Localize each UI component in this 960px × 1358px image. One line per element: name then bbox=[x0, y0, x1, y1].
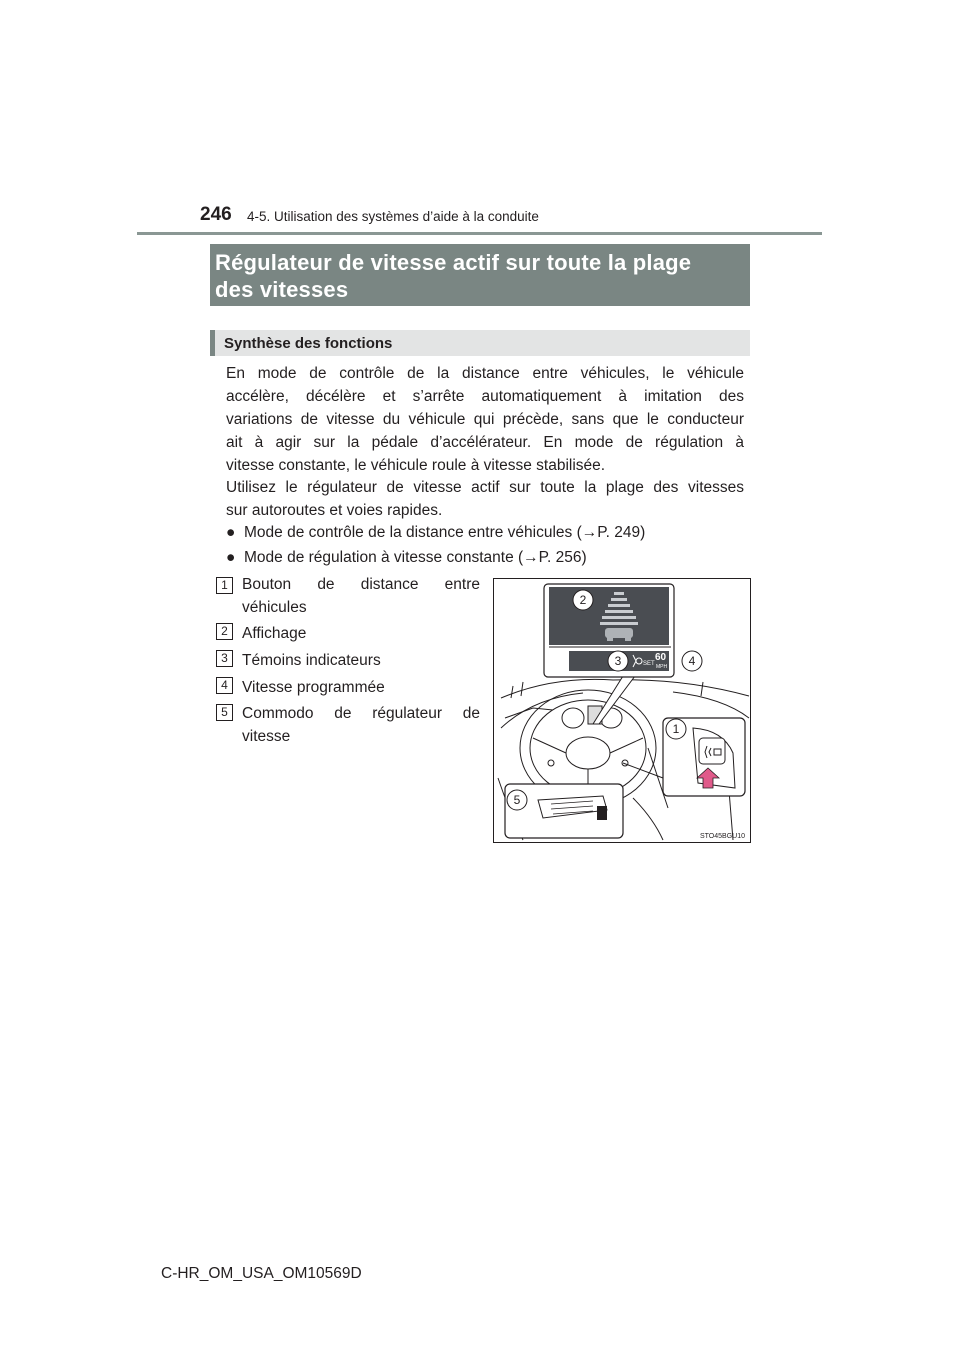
bullet-item bbox=[226, 521, 645, 544]
legend-line: véhicules bbox=[242, 599, 307, 616]
document-code: C-HR_OM_USA_OM10569D bbox=[161, 1265, 362, 1282]
legend-line: vitesse bbox=[242, 728, 291, 745]
callout-number: 2 bbox=[579, 593, 587, 607]
legend-item bbox=[242, 676, 480, 699]
legend-item bbox=[242, 622, 480, 645]
paragraph-2 bbox=[226, 476, 744, 522]
legend-number: 4 bbox=[216, 677, 233, 694]
title-band bbox=[210, 244, 750, 306]
subheading: Synthèse des fonctions bbox=[224, 335, 393, 352]
display-set-label: SET bbox=[643, 661, 655, 667]
page-title bbox=[215, 249, 745, 303]
figure-code: STO45BGU10 bbox=[699, 833, 745, 840]
bullet-dot-icon: ● bbox=[226, 549, 236, 566]
title-line-2: des vitesses bbox=[215, 277, 349, 302]
callout-number: 4 bbox=[688, 654, 696, 668]
paragraph-line: Utilisez le régulateur de vitesse actif sur toute la plage des vitesses bbox=[226, 479, 744, 496]
paragraph-line: sur autoroutes et voies rapides. bbox=[226, 502, 443, 519]
legend-line: Bouton de distance entre bbox=[242, 576, 480, 593]
legend-line: Vitesse programmée bbox=[242, 679, 385, 696]
paragraph-line: ait à agir sur la pédale d’accélérateur. En mode de régulation à bbox=[226, 434, 744, 451]
legend-item bbox=[242, 649, 480, 672]
bullet-text: Mode de régulation à vitesse constante (→P. 256) bbox=[244, 549, 587, 566]
paragraph-1 bbox=[226, 362, 744, 477]
bullet-item bbox=[226, 546, 587, 569]
subheading-band bbox=[210, 330, 750, 356]
header-rule bbox=[137, 232, 822, 235]
legend-item bbox=[242, 573, 480, 619]
paragraph-line: vitesse constante, le véhicule roule à vitesse stabilisée. bbox=[226, 457, 606, 474]
callout-number: 3 bbox=[614, 654, 622, 668]
callout-number: 1 bbox=[672, 722, 680, 736]
subheading-bar bbox=[210, 330, 215, 356]
bullet-text: Mode de contrôle de la distance entre véhicules (→P. 249) bbox=[244, 524, 646, 541]
callout-number: 5 bbox=[513, 793, 521, 807]
legend-line: Affichage bbox=[242, 625, 307, 642]
title-line-1: Régulateur de vitesse actif sur toute la plage bbox=[215, 250, 692, 275]
legend-number: 5 bbox=[216, 704, 233, 721]
paragraph-line: variations de vitesse du véhicule qui précède, sans que le conducteur bbox=[226, 411, 744, 428]
section-header: 4-5. Utilisation des systèmes d’aide à la conduite bbox=[247, 209, 539, 224]
legend-number: 1 bbox=[216, 577, 233, 594]
legend-line: Témoins indicateurs bbox=[242, 652, 381, 669]
page-number: 246 bbox=[200, 204, 232, 225]
cruise-control-illustration bbox=[493, 578, 751, 843]
legend-number: 2 bbox=[216, 623, 233, 640]
display-speed: 60 bbox=[655, 652, 667, 663]
paragraph-line: En mode de contrôle de la distance entre véhicules, le véhicule bbox=[226, 365, 744, 382]
bullet-dot-icon: ● bbox=[226, 524, 236, 541]
legend-line: Commodo de régulateur de bbox=[242, 705, 480, 722]
paragraph-line: accélère, décélère et s’arrête automatiquement à imitation des bbox=[226, 388, 744, 405]
legend-number: 3 bbox=[216, 650, 233, 667]
display-unit: MPH bbox=[656, 664, 668, 670]
legend-item bbox=[242, 702, 480, 748]
